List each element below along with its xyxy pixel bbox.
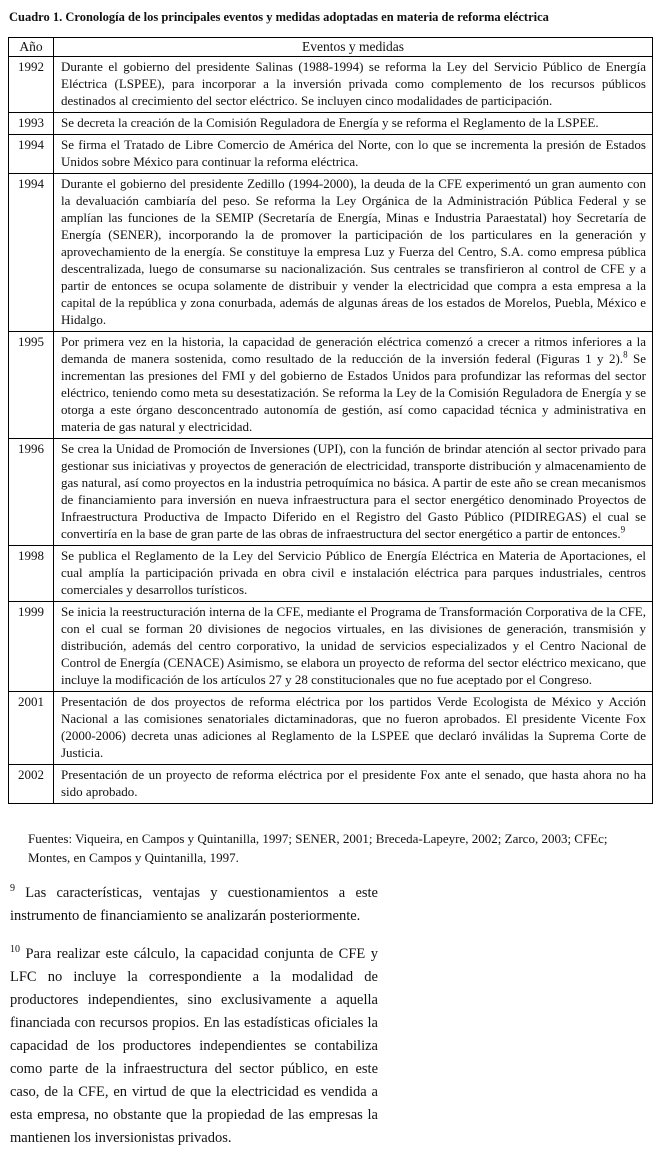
events-cell: Durante el gobierno del presidente Salinas (1988-1994) se reforma la Ley del Servicio Público de Energía Eléctrica (LSPEE), para incorporar a la inversión privada como complemento de los recursos públicos destinados al crecimiento del sector eléctrico. Se incluyen cinco modalidades de participación.: [54, 57, 653, 113]
events-cell: Por primera vez en la historia, la capacidad de generación eléctrica comenzó a crecer a ritmos inferiores a la demanda de manera sostenida, como resultado de la reducción de la inversión federal (Figuras 1 y 2).$^8$ Se incrementan las presiones del FMI y del gobierno de Estados Unidos para profundizar las reformas del sector eléctrico, teniendo como meta su desestatización. Se reforma la Ley de la Comisión Reguladora de Energía y se otorga a este órgano desconcentrado autonomía de gestión, así como capacidad técnica y administrativa en materia de gas natural y electricidad.: [54, 332, 653, 439]
table-row: [9, 57, 653, 113]
chronology-table: [8, 37, 653, 804]
events-cell: Se firma el Tratado de Libre Comercio de América del Norte, con lo que se incrementa la presión de Estados Unidos sobre México para continuar la reforma eléctrica.: [54, 135, 653, 174]
table-row: [9, 602, 653, 692]
footnote-marker: 9: [10, 883, 15, 895]
table-row: [9, 765, 653, 804]
year-cell: 1995: [9, 332, 54, 439]
events-cell: Se decreta la creación de la Comisión Reguladora de Energía y se reforma el Reglamento de la LSPEE.: [54, 113, 653, 135]
events-cell: Durante el gobierno del presidente Zedillo (1994-2000), la deuda de la CFE experimentó un gran aumento con la devaluación cambiaría del peso. Se reforma la Ley Orgánica de la Administración Pública Federal y se amplían las funciones de la SEMIP (Secretaría de Energía, Minas e Industria Paraestatal) hoy Secretaría de Energía (SENER), incorporando la de promover la participación de los particulares en la generación y aprovechamiento de la energía. Se constituye la empresa Luz y Fuerza del Centro, S.A. como empresa pública descentralizada, luego de consumarse su nacionalización. Sus centrales se transfirieron al control de CFE y a partir de entonces se ocupa solamente de distribuir y vender la electricidad que compra a esta empresa a la capital de la república y zona conurbada, además de algunas áreas de los estados de Morelos, Puebla, México e Hidalgo.: [54, 174, 653, 332]
year-cell: 1994: [9, 174, 54, 332]
events-cell: Se inicia la reestructuración interna de la CFE, mediante el Programa de Transformación Corporativa de la CFE, con el cual se forman 20 divisiones de negocios virtuales, en las divisiones de generación, transmisión y distribución, además del centro corporativo, la unidad de servicios especializados y el Centro Nacional de Control de Energía (CENACE) Asimismo, se elabora un proyecto de reforma del sector eléctrico mexicano, que incluye la modificación de los artículos 27 y 28 constitucionales que no fue aceptado por el Congreso.: [54, 602, 653, 692]
table-row: [9, 332, 653, 439]
table-row: [9, 692, 653, 765]
footnote: $^9$ Las características, ventajas y cuestionamientos a este instrumento de financiamiento se analizarán posteriormente.: [10, 883, 378, 924]
footnote-reference: 9: [620, 524, 626, 535]
year-cell: 2002: [9, 765, 54, 804]
footnotes-section: [10, 882, 653, 1150]
footnote-marker: 10: [10, 944, 20, 956]
year-cell: 1994: [9, 135, 54, 174]
year-cell: 1993: [9, 113, 54, 135]
year-cell: 2001: [9, 692, 54, 765]
table-header-row: [9, 38, 653, 57]
table-row: [9, 135, 653, 174]
sources-note: Fuentes: Viqueira, en Campos y Quintanilla, 1997; SENER, 2001; Breceda-Lapeyre, 2002; Zarco, 2003; CFEc; Montes, en Campos y Quintanilla, 1997.: [28, 831, 608, 865]
events-cell: Se crea la Unidad de Promoción de Inversiones (UPI), con la función de brindar atención al sector privado para gestionar sus iniciativas y proyectos de generación de electricidad, transporte distribución y almacenamiento de gas natural, así como proyectos en la industria petroquímica no básica. A partir de este año se crean mecanismos de financiamiento para inversión en nueva infraestructura para el sector energético denominado Proyectos de Infraestructura Productiva de Impacto Diferido en el Registro del Gasto Público (PIDIREGAS) el cual se convertiría en la base de gran parte de las obras de infraestructura del sector energético a partir de entonces.$^9$: [54, 439, 653, 546]
column-header-year: Año: [9, 38, 54, 57]
column-header-events: Eventos y medidas: [54, 38, 653, 57]
events-cell: Presentación de un proyecto de reforma eléctrica por el presidente Fox ante el senado, que hasta ahora no ha sido aprobado.: [54, 765, 653, 804]
table-caption: Cuadro 1. Cronología de los principales eventos y medidas adoptadas en materia de reforma eléctrica: [9, 10, 549, 24]
table-row: [9, 113, 653, 135]
events-cell: Se publica el Reglamento de la Ley del Servicio Público de Energía Eléctrica en Materia de Aportaciones, el cual amplía la participación privada en obra civil e instalación eléctrica para parques industriales, centros comerciales y desarrollos turísticos.: [54, 546, 653, 602]
table-row: [9, 439, 653, 546]
footnote: $^{10}$ Para realizar este cálculo, la capacidad conjunta de CFE y LFC no incluye la correspondiente a la modalidad de productores independientes, sino exclusivamente a aquella financiada con recursos propios. En las estadísticas oficiales la capacidad de los productores independientes se contabiliza como parte de la infraestructura del sector público, en este caso, de la CFE, en virtud de que la electricidad es vendida a esta empresa, no obstante que la propiedad de las empresas la mantienen los inversionistas privados.: [10, 944, 378, 1146]
year-cell: 1998: [9, 546, 54, 602]
year-cell: 1999: [9, 602, 54, 692]
table-row: [9, 546, 653, 602]
table-row: [9, 174, 653, 332]
year-cell: 1996: [9, 439, 54, 546]
footnote-reference: 8: [623, 349, 628, 360]
events-cell: Presentación de dos proyectos de reforma eléctrica por los partidos Verde Ecologista de México y Acción Nacional a las comisiones senatoriales dictaminadoras, que no fueron aprobados. El presidente Vicente Fox (2000-2006) decreta unas adiciones al Reglamento de la LSPEE que declaró inválidas la Suprema Corte de Justicia.: [54, 692, 653, 765]
year-cell: 1992: [9, 57, 54, 113]
